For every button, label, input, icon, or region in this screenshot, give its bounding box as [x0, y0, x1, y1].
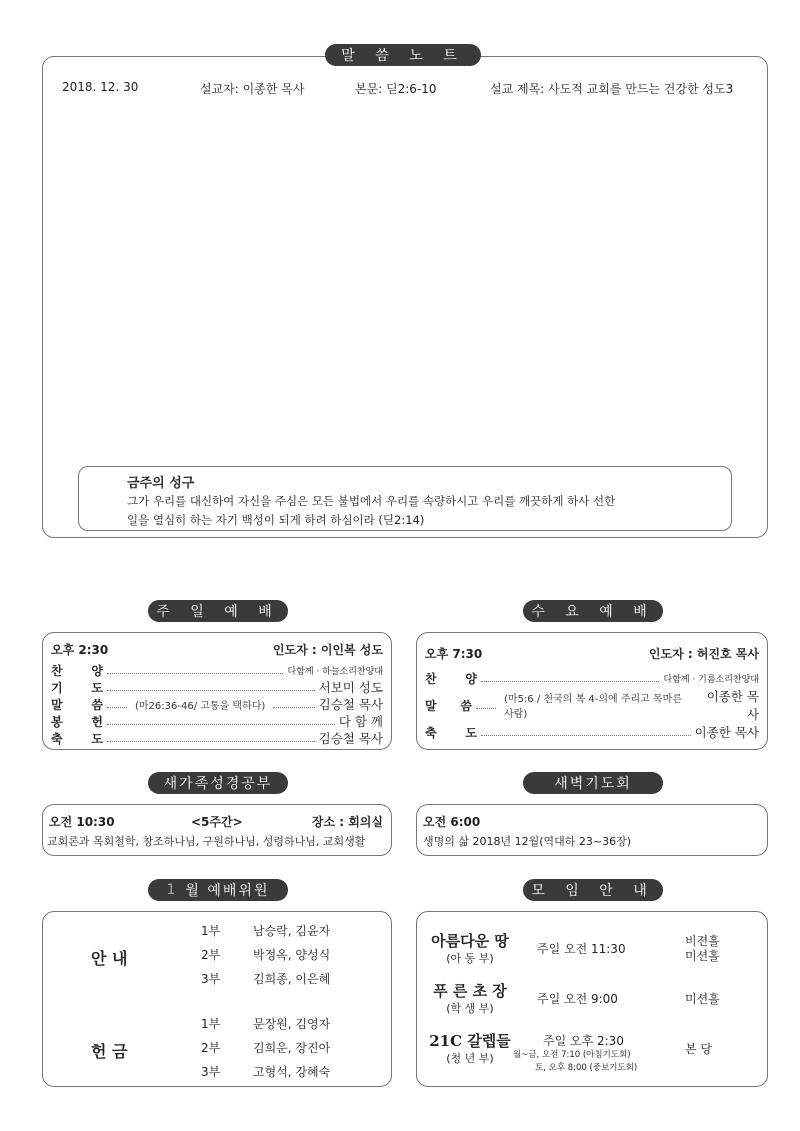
wednesday-label-char: 양 [465, 671, 477, 686]
sunday-label-char: 봉 [51, 714, 63, 729]
committee-part: 1부 [201, 924, 221, 938]
sunday-row-label [51, 662, 103, 679]
committee-box [42, 911, 392, 1087]
meeting-time: 주일 오후 2:30 [543, 1034, 624, 1048]
sermon-title: 설교 제목: 사도적 교회를 만드는 건강한 성도3 [490, 82, 734, 96]
sunday-label-char: 도 [91, 680, 103, 695]
sunday-row-detail: (마26:36-46/ 고통을 택하다) [131, 697, 269, 712]
sunday-dots [107, 690, 315, 691]
committee-names: 박정옥, 양성식 [253, 948, 331, 962]
sunday-label-char: 씀 [91, 697, 103, 712]
committee-title-text: 월 예배위원 [185, 883, 270, 899]
meetings-box [416, 911, 768, 1087]
committee-names: 김희운, 장진아 [253, 1041, 331, 1055]
weekly-verse-line1: 그가 우리를 대신하여 자신을 주심은 모든 불법에서 우리를 속량하시고 우리를 깨끗하게 하사 선한 [127, 494, 616, 508]
weekly-verse-line2: 일을 열심히 하는 자기 백성이 되게 하려 하심이라 (딛2:14) [127, 513, 425, 527]
sunday-row-value: 김승철 목사 [318, 731, 383, 746]
wednesday-label-char: 찬 [425, 671, 437, 686]
wednesday-time: 오후 7:30 [425, 647, 483, 661]
wednesday-worship-title: 수 요 예 배 [523, 600, 663, 622]
sunday-row [51, 678, 383, 696]
meeting-name: 아름다운 땅 [431, 932, 509, 950]
dawn-time: 오전 6:00 [423, 815, 481, 829]
wednesday-worship-box [416, 632, 768, 750]
meeting-group: (학 생 부) [446, 1002, 494, 1015]
meeting-place: 비젼홀 [685, 934, 720, 948]
sunday-row [51, 729, 383, 747]
wednesday-label-char: 축 [425, 725, 437, 740]
wednesday-row-label [425, 697, 472, 714]
sunday-dots [107, 741, 315, 742]
wednesday-row-value: 이종한 목사 [706, 689, 759, 722]
wednesday-row-label [425, 724, 477, 741]
sunday-dots [107, 724, 335, 725]
dawn-prayer-title: 새벽기도회 [523, 772, 663, 794]
meeting-group: (아 동 부) [446, 952, 494, 965]
sunday-label-char: 말 [51, 697, 63, 712]
family-weeks: <5주간> [191, 815, 243, 829]
new-family-study-box [42, 804, 392, 856]
committee-group-name: 헌 금 [91, 1042, 128, 1061]
wednesday-leader: 인도자 : 허진호 목사 [648, 647, 759, 661]
wednesday-label-char: 말 [425, 698, 437, 713]
sermon-scripture: 본문: 딛2:6-10 [355, 82, 437, 96]
committee-names: 남승락, 김윤자 [253, 924, 331, 938]
meetings-title: 모 임 안 내 [523, 879, 663, 901]
meeting-place: 미션홀 [685, 992, 720, 1006]
family-place: 장소 : 회의실 [311, 815, 383, 829]
sunday-row-value: 다함께 · 하늘소리찬양대 [287, 666, 383, 677]
meeting-time-extra: 월~금, 오전 7:10 (아침기도회) [513, 1050, 631, 1060]
weekly-verse-box [78, 466, 732, 531]
sunday-dots [107, 707, 127, 708]
sunday-label-char: 도 [91, 731, 103, 746]
meeting-place: 본 당 [685, 1042, 712, 1056]
meeting-time: 주일 오전 9:00 [537, 992, 618, 1006]
weekly-verse-heading: 금주의 성구 [127, 476, 195, 491]
sunday-row-label [51, 696, 103, 713]
wednesday-row [425, 669, 759, 687]
new-family-study-title: 새가족성경공부 [148, 772, 288, 794]
wednesday-row-detail: (마5:6 / 천국의 복 4-의에 주리고 목마른 사람) [500, 690, 693, 720]
sunday-row-value: 김승철 목사 [318, 697, 383, 712]
committee-part: 1부 [201, 1017, 221, 1031]
sunday-row [51, 712, 383, 730]
meeting-time: 주일 오전 11:30 [537, 942, 626, 956]
committee-group-name: 안 내 [91, 949, 128, 968]
sermon-date: 2018. 12. 30 [62, 80, 139, 94]
meeting-time-extra: 토, 오후 8:00 (중보기도회) [535, 1063, 638, 1073]
sunday-worship-box [42, 632, 392, 750]
committee-names: 김희종, 이은혜 [253, 972, 331, 986]
committee-part: 3부 [201, 1065, 221, 1079]
wednesday-dots [481, 681, 659, 682]
sunday-label-char: 헌 [91, 714, 103, 729]
sunday-label-char: 축 [51, 731, 63, 746]
committee-month: 1 [166, 882, 178, 898]
wednesday-dots [476, 708, 496, 709]
dawn-prayer-box [416, 804, 768, 856]
meeting-name: 21C 갈렙들 [429, 1032, 511, 1050]
sunday-row-value: 다 함 께 [338, 714, 383, 729]
sunday-row-label [51, 679, 103, 696]
sunday-row [51, 695, 383, 713]
committee-part: 2부 [201, 948, 221, 962]
sunday-row-value: 서보미 성도 [318, 680, 383, 695]
committee-part: 3부 [201, 972, 221, 986]
wednesday-row [425, 723, 759, 741]
sunday-row-label [51, 713, 103, 730]
wednesday-row-label [425, 670, 477, 687]
sunday-dots [107, 673, 283, 674]
sermon-notes-title: 말 씀 노 트 [325, 44, 481, 66]
committee-title [148, 879, 288, 901]
wednesday-dots [481, 735, 691, 736]
sunday-worship-title: 주 일 예 배 [148, 600, 288, 622]
sunday-row [51, 661, 383, 679]
wednesday-label-char: 도 [465, 725, 477, 740]
meeting-place: 미션홀 [685, 949, 720, 963]
dawn-text: 생명의 삶 2018년 12월(역대하 23~36장) [423, 835, 632, 848]
sunday-label-char: 찬 [51, 663, 63, 678]
meeting-group: (청 년 부) [446, 1052, 494, 1065]
sunday-label-char: 양 [91, 663, 103, 678]
sermon-preacher: 설교자: 이종한 목사 [200, 82, 305, 96]
sunday-time: 오후 2:30 [51, 643, 109, 657]
sunday-leader: 인도자 : 이인복 성도 [272, 643, 383, 657]
family-time: 오전 10:30 [49, 815, 115, 829]
sunday-row-label [51, 730, 103, 747]
committee-names: 고형석, 강혜숙 [253, 1065, 331, 1079]
meeting-name: 푸 른 초 장 [433, 982, 507, 1000]
wednesday-row-value: 이종한 목사 [694, 725, 759, 740]
committee-names: 문장원, 김영자 [253, 1017, 331, 1031]
sunday-dots [273, 707, 314, 708]
wednesday-label-char: 씀 [460, 698, 473, 713]
family-topics: 교회론과 목회철학, 창조하나님, 구원하나님, 성령하나님, 교회생활 [47, 835, 366, 848]
sunday-label-char: 기 [51, 680, 63, 695]
wednesday-row [425, 689, 759, 722]
committee-part: 2부 [201, 1041, 221, 1055]
wednesday-row-value: 다함께 · 기름소리찬양대 [663, 674, 759, 685]
